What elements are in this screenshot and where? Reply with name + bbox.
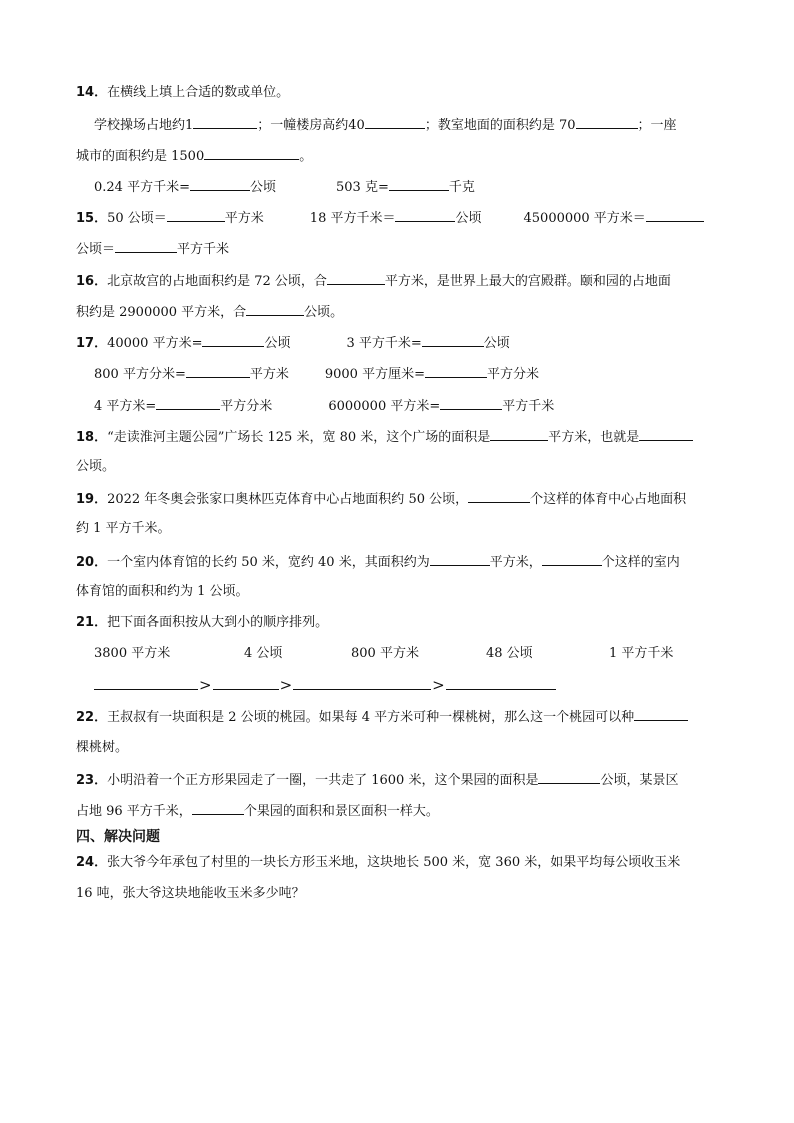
question-19-line-1 [76, 489, 686, 509]
question-text: 公顷。 [304, 305, 344, 320]
question-text: 平方米，也就是 [548, 430, 640, 445]
question-text: 一个室内体育馆的长约 50 米，宽约 40 米，其面积约为 [107, 555, 430, 570]
answer-blank[interactable] [576, 115, 638, 129]
answer-blank[interactable] [490, 427, 548, 441]
question-16-line-2 [76, 302, 343, 322]
question-text: 平方千米 [177, 242, 230, 257]
question-20-line-1 [76, 552, 680, 572]
question-text: 4 平方米= [94, 399, 157, 414]
question-23-line-2 [76, 801, 439, 821]
greater-than-sign: > [199, 676, 212, 694]
question-18-line-2 [76, 458, 115, 476]
question-17-line-3 [94, 396, 554, 416]
question-number: 19． [76, 492, 108, 507]
answer-blank[interactable] [440, 396, 502, 410]
question-text: 小明沿着一个正方形果园走了一圈，一共走了 1600 米，这个果园的面积是 [107, 773, 539, 788]
question-text: 北京故宫的占地面积约是 72 公顷，合 [107, 274, 327, 289]
answer-blank[interactable] [192, 801, 244, 815]
question-text: 平方米 [224, 211, 264, 226]
question-text: 个这样的室内 [601, 555, 680, 570]
question-text: ；一幢楼房高约40 [257, 118, 365, 133]
question-text: 平方米，是世界上最大的宫殿群。颐和园的占地面 [384, 274, 671, 289]
question-text: 张大爷今年承包了村里的一块长方形玉米地，这块地长 500 米，宽 360 米，如果平均每公顷收玉米 [107, 855, 681, 870]
answer-blank[interactable] [190, 177, 250, 191]
question-21-title [76, 614, 328, 632]
question-18-line-1 [76, 427, 693, 447]
answer-blank[interactable] [646, 208, 704, 222]
question-14-line-1 [94, 115, 677, 135]
question-text: 把下面各面积按从大到小的顺序排列。 [107, 615, 329, 630]
answer-blank[interactable] [639, 427, 693, 441]
question-16-line-1 [76, 271, 671, 291]
question-text: 40000 平方米= [107, 336, 203, 351]
question-text: 503 克= [336, 180, 389, 195]
question-text: 18 平方千米＝ [309, 211, 396, 226]
answer-blank[interactable] [167, 208, 225, 222]
question-text: 2022 年冬奥会张家口奥林匹克体育中心占地面积约 50 公顷， [107, 492, 469, 507]
question-text: 平方米 [249, 367, 289, 382]
answer-blank[interactable] [293, 676, 431, 690]
section-heading: 四、解决问题 [76, 829, 160, 845]
question-text: 45000000 平方米＝ [523, 211, 646, 226]
question-text: 在横线上填上合适的数或单位。 [107, 85, 290, 100]
question-text: 6000000 平方米= [328, 399, 441, 414]
answer-blank[interactable] [425, 364, 487, 378]
question-text: 16 吨，张大爷这块地能收玉米多少吨？ [76, 886, 305, 901]
answer-blank[interactable] [94, 676, 198, 690]
question-24-line-2 [76, 885, 305, 903]
question-number: 20． [76, 555, 108, 570]
answer-blank[interactable] [538, 770, 600, 784]
answer-blank[interactable] [468, 489, 530, 503]
question-text: 平方分米 [486, 367, 539, 382]
question-text: 千克 [448, 180, 475, 195]
question-14-line-3 [94, 177, 475, 197]
question-text: 公顷 [483, 336, 510, 351]
question-text: 800 平方分米= [94, 367, 186, 382]
answer-blank[interactable] [365, 115, 425, 129]
answer-blank[interactable] [156, 396, 220, 410]
question-text: ；教室地面的面积约是 70 [424, 118, 576, 133]
question-text: 占地 96 平方千米， [76, 804, 192, 819]
greater-than-sign: > [432, 676, 445, 694]
question-text: 平方分米 [220, 399, 273, 414]
answer-blank[interactable] [213, 676, 279, 690]
question-text: “走读淮河主题公园”广场长 125 米，宽 80 米，这个广场的面积是 [107, 430, 491, 445]
answer-blank[interactable] [202, 333, 264, 347]
question-19-line-2 [76, 520, 171, 538]
question-text: 0.24 平方千米= [94, 180, 190, 195]
area-item: 1 平方千米 [609, 646, 674, 661]
question-17-line-1 [76, 333, 510, 353]
answer-blank[interactable] [634, 707, 688, 721]
question-20-line-2 [76, 583, 249, 601]
question-text: 体育馆的面积和约为 1 公顷。 [76, 584, 249, 599]
question-text: 3 平方千米= [346, 336, 422, 351]
question-22-line-1 [76, 707, 688, 727]
question-number: 14． [76, 85, 108, 100]
question-number: 18． [76, 430, 108, 445]
question-text: 平方米， [489, 555, 542, 570]
question-number: 15． [76, 211, 108, 226]
question-text: 9000 平方厘米= [324, 367, 425, 382]
question-number: 23． [76, 773, 108, 788]
question-text: 学校操场占地约1 [94, 118, 194, 133]
question-15-line-2 [76, 239, 229, 259]
answer-blank[interactable] [389, 177, 449, 191]
question-text: 个这样的体育中心占地面积 [530, 492, 687, 507]
area-item: 800 平方米 [351, 646, 419, 661]
answer-blank[interactable] [430, 552, 490, 566]
question-text: 王叔叔有一块面积是 2 公顷的桃园。如果每 4 平方米可种一棵桃树，那么这一个桃园可以种 [107, 710, 635, 725]
question-24-line-1 [76, 854, 680, 872]
answer-blank[interactable] [542, 552, 602, 566]
question-number: 16． [76, 274, 108, 289]
question-14-line-2 [76, 146, 312, 166]
answer-blank[interactable] [395, 208, 455, 222]
question-text: ；一座 [637, 118, 677, 133]
area-item: 48 公顷 [486, 646, 533, 661]
area-item: 4 公顷 [244, 646, 283, 661]
question-text: 公顷 [249, 180, 276, 195]
question-text: 平方千米 [502, 399, 555, 414]
question-text: 城市的面积约是 1500 [76, 149, 205, 164]
question-17-line-2 [94, 364, 539, 384]
question-23-line-1 [76, 770, 678, 790]
question-text: 个果园的面积和景区面积一样大。 [243, 804, 439, 819]
question-number: 22． [76, 710, 108, 725]
area-item: 3800 平方米 [94, 646, 171, 661]
answer-blank[interactable] [446, 676, 556, 690]
question-number: 21． [76, 615, 108, 630]
answer-blank[interactable] [186, 364, 250, 378]
answer-blank[interactable] [422, 333, 484, 347]
question-number: 24． [76, 855, 108, 870]
question-15-line-1 [76, 208, 704, 228]
question-22-line-2 [76, 739, 128, 757]
ordering-answer-row [94, 676, 556, 696]
question-14-title [76, 84, 289, 102]
question-text: 50 公顷＝ [107, 211, 167, 226]
question-text: 。 [299, 149, 313, 164]
answer-blank[interactable] [204, 146, 299, 160]
question-text: 公顷，某景区 [600, 773, 679, 788]
answer-blank[interactable] [193, 115, 257, 129]
question-text: 约 1 平方千米。 [76, 521, 171, 536]
question-text: 棵桃树。 [76, 740, 129, 755]
greater-than-sign: > [279, 676, 293, 694]
answer-blank[interactable] [246, 302, 304, 316]
question-text: 积约是 2900000 平方米，合 [76, 305, 247, 320]
answer-blank[interactable] [115, 239, 177, 253]
question-text: 公顷。 [76, 459, 116, 474]
answer-blank[interactable] [327, 271, 385, 285]
question-number: 17． [76, 336, 108, 351]
question-text: 公顷 [264, 336, 291, 351]
question-text: 公顷 [455, 211, 482, 226]
question-text: 公顷＝ [76, 242, 116, 257]
